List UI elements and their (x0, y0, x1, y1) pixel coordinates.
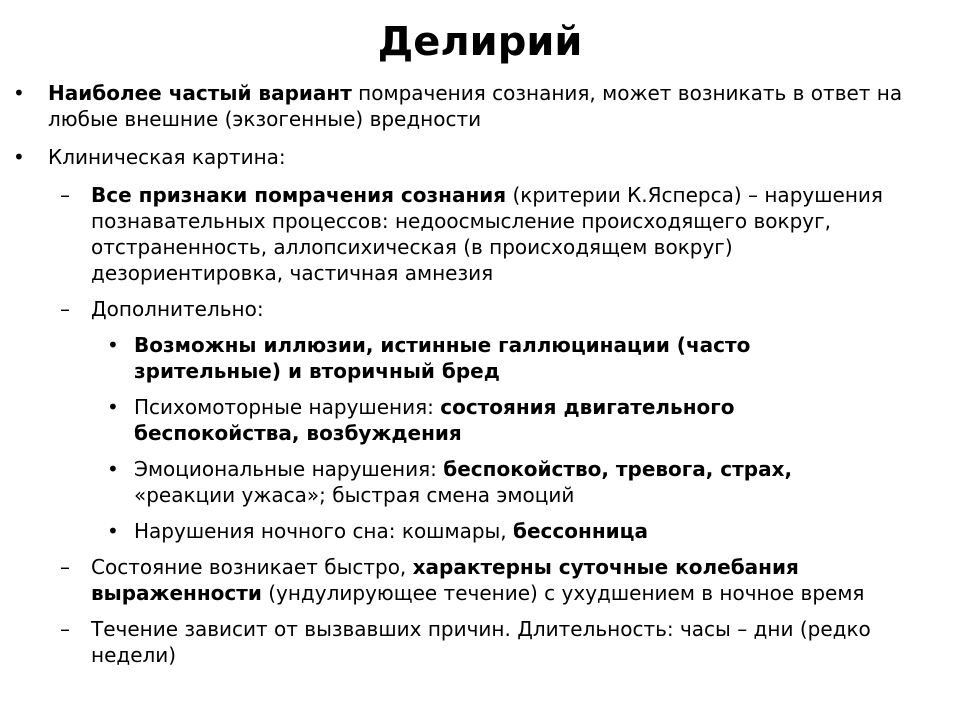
bullet-item-bold-text: Наиболее частый вариант (48, 81, 352, 105)
slide-title: Делирий (377, 19, 583, 65)
sub-bullet-bold-text: бессонница (513, 519, 648, 543)
bullet-marker: • (107, 333, 119, 357)
sub-bullet-text-2: «реакции ужаса»; быстрая смена эмоций (134, 483, 575, 507)
dash-item-onset (0, 554, 891, 606)
bullet-marker: • (13, 81, 25, 105)
dash-item-consciousness-signs (0, 182, 891, 286)
dash-item-text-2: (ундулирующее течение) с ухудшением в ночное время (261, 581, 865, 605)
sub-bullet-bold-text: беспокойство, тревога, страх, (443, 457, 793, 481)
dash-marker: – (60, 297, 70, 321)
sub-bullet-illusions (0, 332, 894, 384)
dash-marker: – (60, 617, 70, 641)
sub-bullet-text: Нарушения ночного сна: кошмары, (134, 519, 514, 543)
sub-bullet-emotional (0, 456, 894, 508)
sub-bullet-text: Психомоторные нарушения: (134, 395, 441, 419)
bullet-marker: • (107, 457, 119, 481)
dash-marker: – (60, 555, 70, 579)
dash-item-bold-text: Все признаки помрачения сознания (91, 183, 507, 207)
dash-item-additionally (0, 296, 891, 322)
bullet-marker: • (107, 395, 119, 419)
bullet-item-common-variant (0, 80, 918, 132)
bullet-marker: • (13, 145, 25, 169)
bullet-marker: • (107, 519, 119, 543)
sub-bullet-text: Эмоциональные нарушения: (134, 457, 444, 481)
dash-item-text: Дополнительно: (91, 297, 264, 321)
dash-item-text: Состояние возникает быстро, (91, 555, 413, 579)
sub-bullet-bold-text: состояния двигательного беспокойства, возбуждения (134, 395, 735, 445)
dash-item-bold-text: характерны суточные колебания выраженности (91, 555, 799, 605)
sub-bullet-bold-text: Возможны иллюзии, истинные галлюцинации (часто зрительные) и вторичный бред (134, 333, 751, 383)
dash-marker: – (60, 183, 70, 207)
bullet-item-text: помрачения сознания, может возникать в ответ на любые внешние (экзогенные) вредности (48, 81, 903, 131)
sub-bullet-psychomotor (0, 394, 894, 446)
dash-item-text: (критерии К.Ясперса) – нарушения познавательных процессов: недоосмысление происходящего вокруг, отстраненность, аллопсихическая (в происходящем вокруг) дезориентировка, частичная амнезия (91, 183, 883, 285)
sub-bullet-sleep (0, 518, 894, 544)
slide-content (0, 80, 960, 668)
bullet-item-text: Клиническая картина: (48, 145, 286, 169)
bullet-item-clinical-picture (0, 144, 918, 170)
dash-item-course (0, 616, 891, 668)
dash-item-text: Течение зависит от вызвавших причин. Длительность: часы – дни (редко недели) (91, 617, 871, 667)
